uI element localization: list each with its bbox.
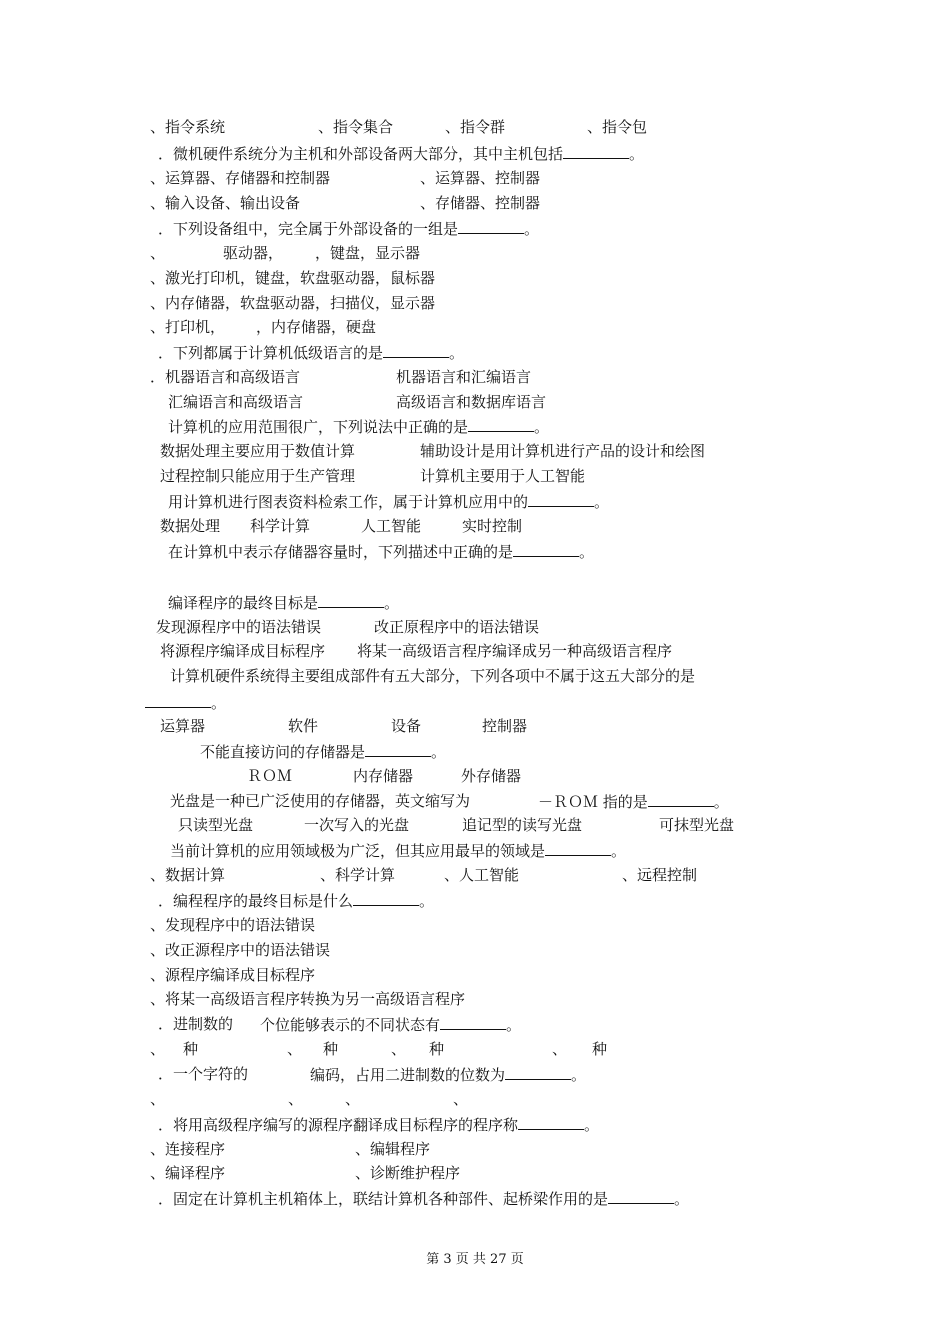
text-segment: 计算机的应用范围很广，下列说法中正确的是: [168, 418, 469, 436]
text-segment: 当前计算机的应用领域极为广泛，但其应用最早的领域是: [170, 842, 546, 860]
text-line: [150, 317, 225, 337]
text-line: [158, 1114, 599, 1134]
text-segment: 、: [453, 1090, 469, 1108]
text-line: [260, 1014, 521, 1034]
text-line: [318, 117, 393, 137]
text-segment: 控制器: [482, 717, 528, 735]
text-line: [444, 865, 519, 885]
text-segment: 、编译程序: [150, 1164, 226, 1182]
text-segment: 、: [150, 1090, 166, 1108]
text-segment: 、内存储器，软盘驱动器，扫描仪，显示器: [150, 294, 436, 312]
text-segment: 。: [211, 694, 227, 712]
text-segment: 、: [287, 1040, 303, 1058]
text-line: [156, 617, 321, 637]
text-segment: ．进制数的: [158, 1015, 234, 1033]
text-segment: 、: [391, 1040, 407, 1058]
text-line: [150, 915, 315, 935]
text-line: [223, 243, 283, 263]
text-line: [391, 1039, 406, 1059]
text-segment: 、人工智能: [444, 866, 520, 884]
text-line: [158, 143, 644, 163]
text-line: [170, 840, 626, 860]
text-line: [482, 716, 527, 736]
text-line: [168, 592, 399, 612]
text-line: [462, 516, 522, 536]
text-line: [158, 1064, 248, 1084]
text-segment: 、连接程序: [150, 1140, 226, 1158]
text-line: [429, 1039, 444, 1059]
text-segment: 、存储器、控制器: [420, 194, 541, 212]
text-segment: 。: [431, 743, 447, 761]
text-segment: 。: [579, 543, 595, 561]
answer-blank: [513, 541, 579, 557]
text-segment: 机器语言和汇编语言: [396, 368, 532, 386]
text-line: [160, 466, 355, 486]
text-line: [150, 940, 330, 960]
text-segment: 、运算器、控制器: [420, 169, 541, 187]
text-line: [420, 168, 540, 188]
answer-blank: [505, 1064, 571, 1080]
text-segment: 、将某一高级语言程序转换为另一高级语言程序: [150, 990, 466, 1008]
text-line: [170, 791, 470, 811]
text-segment: 个位能够表示的不同状态有: [260, 1016, 441, 1034]
text-segment: 编译程序的最终目标是: [168, 594, 319, 612]
text-segment: 数据处理: [160, 517, 221, 535]
text-line: [150, 117, 225, 137]
text-segment: 种: [323, 1040, 339, 1058]
text-segment: 、改正源程序中的语法错误: [150, 941, 331, 959]
text-segment: 。: [713, 793, 729, 811]
text-segment: ．下列设备组中，完全属于外部设备的一组是: [158, 220, 459, 238]
text-segment: 可抹型光盘: [659, 816, 735, 834]
text-segment: 。: [571, 1066, 587, 1084]
text-segment: 。: [449, 344, 465, 362]
text-segment: 。: [629, 145, 645, 163]
text-segment: 。: [506, 1016, 522, 1034]
text-line: [420, 193, 540, 213]
text-line: [150, 1163, 225, 1183]
text-segment: 、源程序编译成目标程序: [150, 966, 316, 984]
text-segment: 在计算机中表示存储器容量时，下列描述中正确的是: [168, 543, 514, 561]
text-segment: 软件: [288, 717, 319, 735]
text-line: [361, 516, 421, 536]
answer-blank: [468, 416, 534, 432]
text-line: [247, 766, 292, 786]
text-line: [250, 516, 310, 536]
answer-blank: [458, 218, 524, 234]
text-line: [287, 1039, 302, 1059]
text-line: [355, 1139, 430, 1159]
text-segment: 、指令包: [587, 118, 648, 136]
text-segment: 、远程控制: [622, 866, 698, 884]
text-segment: 、打印机，: [150, 318, 226, 336]
text-segment: 发现源程序中的语法错误: [156, 618, 322, 636]
text-line: [353, 766, 413, 786]
text-segment: 种: [429, 1040, 445, 1058]
text-line: [150, 989, 465, 1009]
text-line: [453, 1089, 468, 1109]
text-line: [592, 1039, 607, 1059]
text-segment: 数据处理主要应用于数值计算: [160, 442, 356, 460]
text-line: [150, 865, 225, 885]
text-line: [150, 193, 300, 213]
text-segment: 将源程序编译成目标程序: [160, 642, 326, 660]
answer-blank: [528, 491, 594, 507]
text-segment: ．微机硬件系统分为主机和外部设备两大部分，其中主机包括: [158, 145, 564, 163]
page-footer: 第 3 页 共 27 页: [426, 1252, 524, 1267]
text-segment: 驱动器，: [223, 244, 284, 262]
text-segment: 、输入设备、输出设备: [150, 194, 301, 212]
text-segment: 、数据计算: [150, 866, 226, 884]
text-segment: 运算器: [160, 717, 206, 735]
text-segment: 。: [419, 892, 435, 910]
text-segment: ．一个字符的: [158, 1065, 249, 1083]
text-segment: 、指令集合: [318, 118, 394, 136]
text-segment: 一次写入的光盘: [304, 816, 410, 834]
text-segment: 将某一高级语言程序编译成另一种高级语言程序: [357, 642, 673, 660]
text-segment: 编码，占用二进制数的位数为: [310, 1066, 506, 1084]
text-segment: 科学计算: [250, 517, 311, 535]
text-segment: 内存储器: [353, 767, 414, 785]
text-line: [170, 666, 695, 686]
answer-blank: [608, 1188, 674, 1204]
text-segment: 。: [611, 842, 627, 860]
text-line: [150, 243, 165, 263]
text-segment: 过程控制只能应用于生产管理: [160, 467, 356, 485]
text-line: [345, 1089, 360, 1109]
text-line: [420, 466, 585, 486]
text-line: [168, 491, 609, 511]
text-segment: 、指令系统: [150, 118, 226, 136]
text-segment: 改正原程序中的语法错误: [374, 618, 540, 636]
text-line: [150, 965, 315, 985]
text-line: [158, 218, 539, 238]
text-segment: 追记型的读写光盘: [462, 816, 583, 834]
text-segment: 设备: [391, 717, 422, 735]
text-line: [445, 117, 505, 137]
text-segment: 汇编语言和高级语言: [168, 393, 304, 411]
text-line: [357, 641, 672, 661]
text-line: [587, 117, 647, 137]
text-segment: 、科学计算: [320, 866, 396, 884]
text-segment: 人工智能: [361, 517, 422, 535]
text-line: [158, 890, 434, 910]
text-line: [150, 1139, 225, 1159]
text-segment: ．将用高级程序编写的源程序翻译成目标程序的程序称: [158, 1116, 519, 1134]
text-segment: 、: [150, 1040, 166, 1058]
text-segment: 种: [592, 1040, 608, 1058]
text-line: [158, 1188, 689, 1208]
answer-blank: [563, 143, 629, 159]
text-segment: ．机器语言和高级语言: [150, 368, 301, 386]
answer-blank: [440, 1014, 506, 1030]
text-segment: 不能直接访问的存储器是: [200, 743, 366, 761]
text-segment: 只读型光盘: [178, 816, 254, 834]
text-segment: 。: [674, 1190, 690, 1208]
text-line: [538, 791, 729, 811]
text-segment: ．下列都属于计算机低级语言的是: [158, 344, 384, 362]
text-line: [420, 441, 705, 461]
text-line: [168, 541, 594, 561]
text-segment: ．编程程序的最终目标是什么: [158, 892, 354, 910]
text-line: [552, 1039, 567, 1059]
text-line: [150, 1089, 165, 1109]
text-line: [374, 617, 539, 637]
text-line: [320, 865, 395, 885]
text-segment: 、激光打印机，键盘，软盘驱动器，鼠标器: [150, 269, 436, 287]
text-segment: ，内存储器，硬盘: [256, 318, 377, 336]
text-line: [391, 716, 421, 736]
text-line: [304, 815, 409, 835]
answer-blank: [353, 890, 419, 906]
text-segment: 计算机硬件系统得主要组成部件有五大部分，下列各项中不属于这五大部分的是: [170, 667, 696, 685]
text-line: [355, 1163, 460, 1183]
text-segment: 、: [552, 1040, 568, 1058]
answer-blank: [545, 840, 611, 856]
text-segment: 实时控制: [462, 517, 523, 535]
text-line: [158, 1014, 233, 1034]
text-segment: 、: [150, 244, 166, 262]
text-segment: 。: [584, 1116, 600, 1134]
text-line: [256, 317, 376, 337]
answer-blank: [365, 741, 431, 757]
answer-blank: [383, 342, 449, 358]
answer-blank: [648, 791, 714, 807]
text-segment: 高级语言和数据库语言: [396, 393, 547, 411]
text-line: [160, 641, 325, 661]
text-line: [622, 865, 697, 885]
text-segment: ，键盘，显示器: [315, 244, 421, 262]
text-line: [315, 243, 420, 263]
text-line: [150, 168, 330, 188]
text-segment: 、发现程序中的语法错误: [150, 916, 316, 934]
text-line: [396, 367, 531, 387]
text-segment: 。: [534, 418, 550, 436]
text-line: [160, 716, 205, 736]
text-segment: 外存储器: [461, 767, 522, 785]
text-line: [178, 815, 253, 835]
text-line: [323, 1039, 338, 1059]
text-line: [200, 741, 446, 761]
text-line: [160, 441, 355, 461]
text-segment: 种: [183, 1040, 199, 1058]
text-line: [145, 692, 226, 712]
text-line: [168, 392, 303, 412]
text-segment: 用计算机进行图表资料检索工作，属于计算机应用中的: [168, 493, 529, 511]
answer-blank: [518, 1114, 584, 1130]
text-line: [462, 815, 582, 835]
text-segment: 计算机主要用于人工智能: [420, 467, 586, 485]
text-line: [150, 293, 435, 313]
text-segment: ＲＯＭ: [247, 767, 293, 785]
text-line: [150, 1039, 165, 1059]
text-segment: 。: [524, 220, 540, 238]
text-segment: 、运算器、存储器和控制器: [150, 169, 331, 187]
text-line: [158, 342, 464, 362]
text-segment: －ＲＯＭ 指的是: [538, 793, 648, 811]
text-line: [288, 1089, 303, 1109]
answer-blank: [318, 592, 384, 608]
answer-blank: [145, 692, 211, 708]
text-line: [288, 716, 318, 736]
text-segment: 、诊断维护程序: [355, 1164, 461, 1182]
text-line: [659, 815, 734, 835]
text-line: [150, 367, 300, 387]
text-segment: 、编辑程序: [355, 1140, 431, 1158]
text-segment: 、: [345, 1090, 361, 1108]
text-segment: 、: [288, 1090, 304, 1108]
text-line: [396, 392, 546, 412]
text-segment: 光盘是一种已广泛使用的存储器，英文缩写为: [170, 792, 471, 810]
text-segment: 辅助设计是用计算机进行产品的设计和绘图: [420, 442, 706, 460]
text-line: [150, 268, 435, 288]
text-line: [310, 1064, 586, 1084]
text-line: [183, 1039, 198, 1059]
text-segment: 。: [384, 594, 400, 612]
text-segment: 、指令群: [445, 118, 506, 136]
text-line: [168, 416, 549, 436]
text-segment: ．固定在计算机主机箱体上，联结计算机各种部件、起桥梁作用的是: [158, 1190, 609, 1208]
text-line: [160, 516, 220, 536]
text-line: [461, 766, 521, 786]
text-segment: 。: [594, 493, 610, 511]
